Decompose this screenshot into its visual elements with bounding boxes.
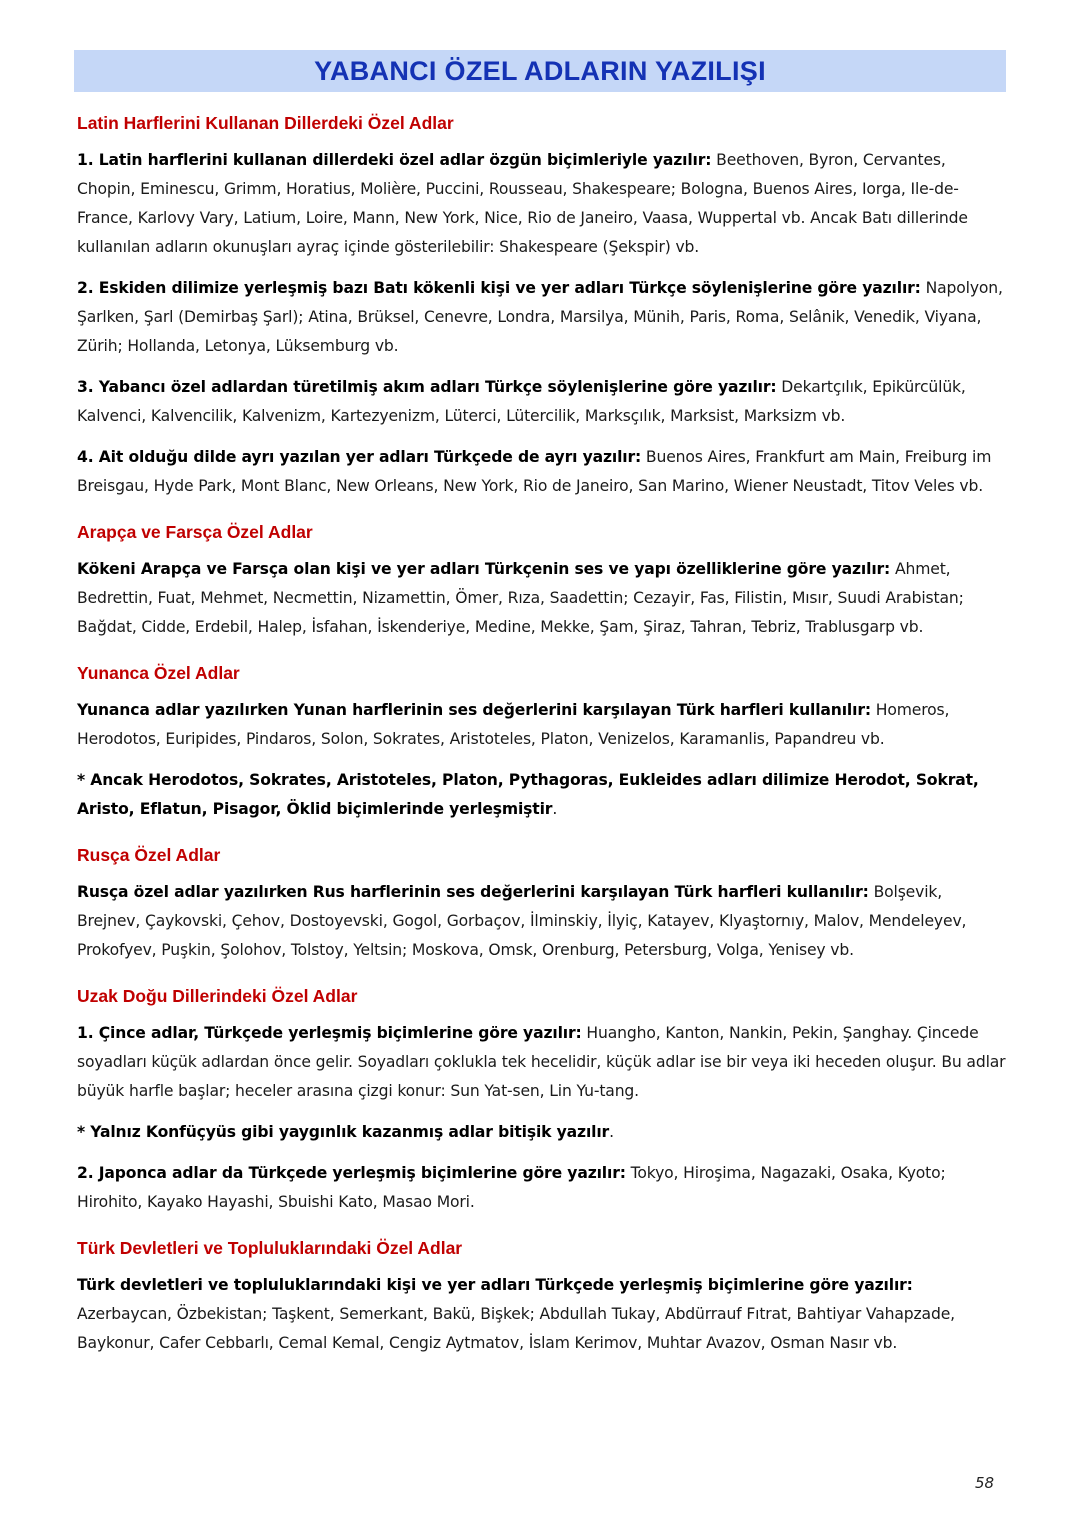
- page-title: YABANCI ÖZEL ADLARIN YAZILIŞI: [314, 55, 766, 86]
- section-heading: Latin Harflerini Kullanan Dillerdeki Özel Adlar: [77, 113, 454, 133]
- paragraph: Türk devletleri ve topluluklarındaki kişi ve yer adları Türkçede yerleşmiş biçimlerine göre yazılır: Azerbaycan, Özbekistan; Taşkent, Semerkant, Bakü, Bişkek; Abdullah Tukay, Abdürrauf Fıtrat, Bahtiyar Vahapzade, Baykonur, Cafer Cebbarlı, Cemal Kemal, Cengiz Aytmatov, İslam Kerimov, Muhtar Avazov, Osman Nasır vb.: [77, 1276, 955, 1352]
- section-heading: Yunanca Özel Adlar: [77, 663, 240, 683]
- section-heading: Arapça ve Farsça Özel Adlar: [77, 522, 313, 542]
- paragraph: Kökeni Arapça ve Farsça olan kişi ve yer adları Türkçenin ses ve yapı özelliklerine göre yazılır: Ahmet, Bedrettin, Fuat, Mehmet, Necmettin, Nizamettin, Ömer, Rıza, Saadettin; Cezayir, Fas, Filistin, Mısır, Suudi Arabistan; Bağdat, Cidde, Erdebil, Halep, İsfahan, İskenderiye, Medine, Mekke, Şam, Şiraz, Tahran, Tebriz, Trablusgarp vb.: [77, 560, 964, 636]
- paragraph: 4. Ait olduğu dilde ayrı yazılan yer adları Türkçede de ayrı yazılır: Buenos Aires, Frankfurt am Main, Freiburg im Breisgau, Hyde Park, Mont Blanc, New Orleans, New York, Rio de Janeiro, San Marino, Wiener Neustadt, Titov Veles vb.: [77, 448, 992, 495]
- paragraph: 1. Latin harflerini kullanan dillerdeki özel adlar özgün biçimleriyle yazılır: Beethoven, Byron, Cervantes, Chopin, Eminescu, Grimm, Horatius, Molière, Puccini, Rousseau, Shakespeare; Bologna, Buenos Aires, Iorga, Ile-de-France, Karlovy Vary, Latium, Loire, Mann, New York, Nice, Rio de Janeiro, Vaasa, Wuppertal vb. Ancak Batı dillerinde kullanılan adların okunuşları ayraç içinde gösterilebilir: Shakespeare (Şekspir) vb.: [77, 151, 968, 256]
- paragraph: 2. Eskiden dilimize yerleşmiş bazı Batı kökenli kişi ve yer adları Türkçe söylenişlerine göre yazılır: Napolyon, Şarlken, Şarl (Demirbaş Şarl); Atina, Brüksel, Cenevre, Londra, Marsilya, Münih, Paris, Roma, Selânik, Venedik, Viyana, Zürih; Hollanda, Letonya, Lüksemburg vb.: [77, 279, 1003, 355]
- document-body: [77, 110, 1007, 1358]
- paragraph: 1. Çince adlar, Türkçede yerleşmiş biçimlerine göre yazılır: Huangho, Kanton, Nankin, Pekin, Şanghay. Çincede soyadları küçük adlardan önce gelir. Soyadları çoklukla tek hecelidir, küçük adlar ise bir veya iki heceden oluşur. Bu adlar büyük harfle başlar; heceler arasına çizgi konur: Sun Yat-sen, Lin Yu-tang.: [77, 1024, 1006, 1100]
- paragraph: * Ancak Herodotos, Sokrates, Aristoteles, Platon, Pythagoras, Eukleides adları dilimize Herodot, Sokrat, Aristo, Eflatun, Pisagor, Öklid biçimlerinde yerleşmiştir.: [77, 771, 979, 818]
- paragraph: Yunanca adlar yazılırken Yunan harflerinin ses değerlerini karşılayan Türk harfleri kullanılır: Homeros, Herodotos, Euripides, Pindaros, Solon, Sokrates, Aristoteles, Platon, Venizelos, Karamanlis, Papandreu vb.: [77, 701, 950, 748]
- paragraph: Rusça özel adlar yazılırken Rus harflerinin ses değerlerini karşılayan Türk harfleri kullanılır: Bolşevik, Brejnev, Çaykovski, Çehov, Dostoyevski, Gogol, Gorbaçov, İlminskiy, İlyiç, Katayev, Klyaştornıy, Malov, Mendeleyev, Prokofyev, Puşkin, Şolohov, Tolstoy, Yeltsin; Moskova, Omsk, Orenburg, Petersburg, Volga, Yenisey vb.: [77, 883, 967, 959]
- section-heading: Uzak Doğu Dillerindeki Özel Adlar: [77, 986, 358, 1006]
- paragraph: 3. Yabancı özel adlardan türetilmiş akım adları Türkçe söylenişlerine göre yazılır: Dekartçılık, Epikürcülük, Kalvenci, Kalvencilik, Kalvenizm, Kartezyenizm, Lüterci, Lütercilik, Marksçılık, Marksist, Marksizm vb.: [77, 378, 966, 425]
- paragraph: * Yalnız Konfüçyüs gibi yaygınlık kazanmış adlar bitişik yazılır.: [77, 1123, 614, 1141]
- page-number: 58: [975, 1474, 995, 1492]
- section-heading: Türk Devletleri ve Topluluklarındaki Özel Adlar: [77, 1238, 463, 1258]
- paragraph: 2. Japonca adlar da Türkçede yerleşmiş biçimlerine göre yazılır: Tokyo, Hiroşima, Nagazaki, Osaka, Kyoto; Hirohito, Kayako Hayashi, Sbuishi Kato, Masao Mori.: [77, 1164, 946, 1211]
- section-heading: Rusça Özel Adlar: [77, 845, 221, 865]
- title-banner: [74, 50, 1006, 92]
